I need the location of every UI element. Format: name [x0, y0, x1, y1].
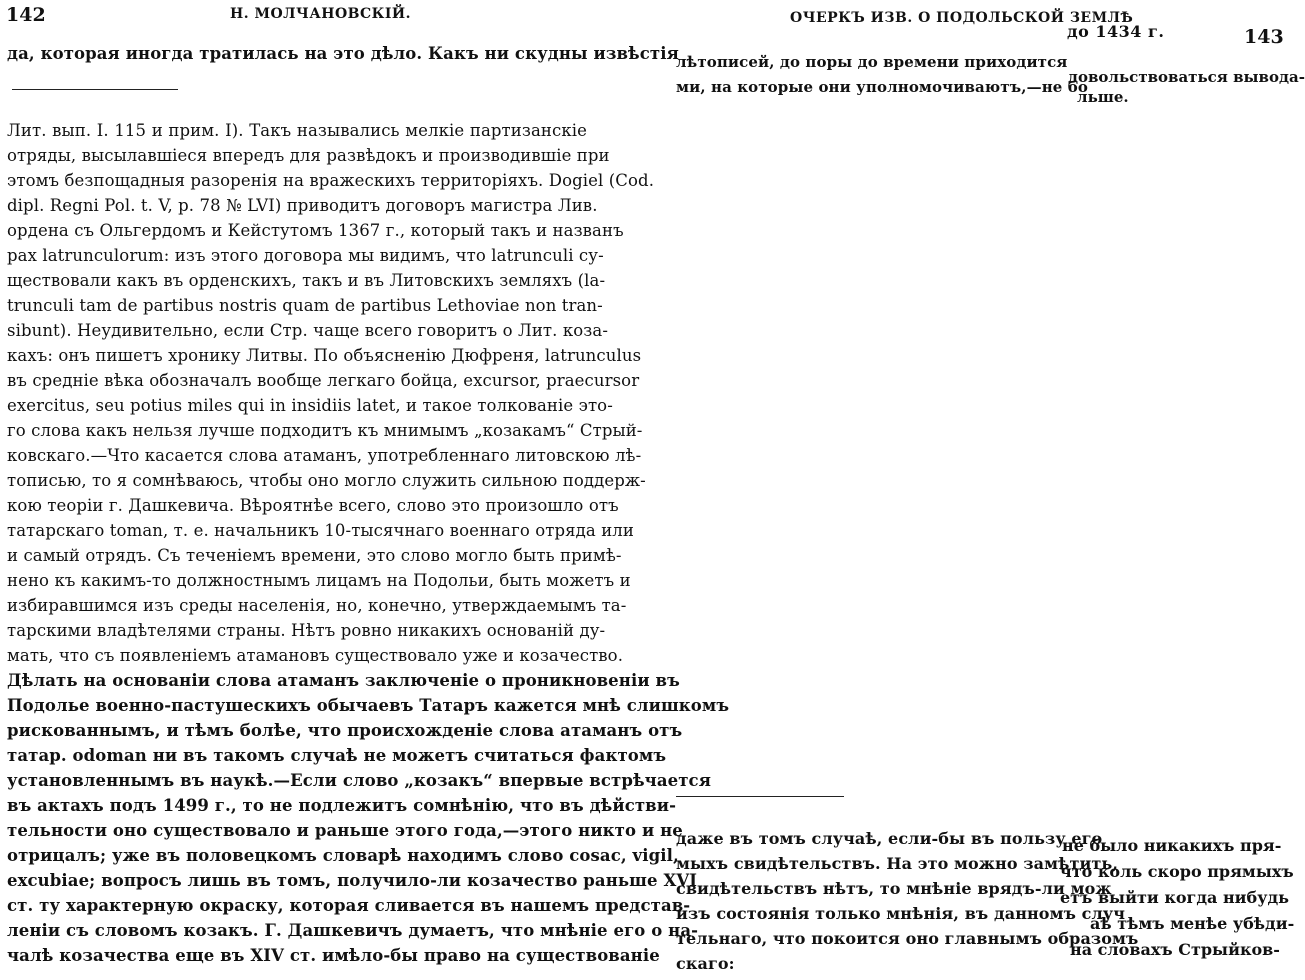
footnote-line: Лит. вып. I. 115 и прим. I). Такъ назывались мелкіе партизанскіе [7, 121, 587, 140]
footnote-line: exercitus, seu potius miles qui in insidiis latet, и такое толкованіе это- [7, 396, 613, 415]
footnote-line: свидѣтельствъ нѣтъ, то мнѣніе врядъ-ли мож [676, 879, 1112, 898]
footnote-line: установленнымъ въ наукѣ.—Если слово „козакъ“ впервые встрѣчается [7, 771, 711, 790]
footnote-line: trunculi tam de partibus nostris quam de partibus Lethoviae non tran- [7, 296, 603, 315]
footnote-line: отрицалъ; уже въ половецкомъ словарѣ находимъ слово cosac, vigil, [7, 846, 679, 865]
footnote-line: скаго: [676, 954, 735, 973]
overlay-line: аѣ тѣмъ менѣе убѣди- [1090, 914, 1295, 933]
footnote-line: отряды, высылавшіеся впередъ для развѣдокъ и производившіе при [7, 146, 610, 165]
footnote-line: sibunt). Неудивительно, если Стр. чаще всего говоритъ о Лит. коза- [7, 321, 609, 340]
footnote-line: тописью, то я сомнѣваюсь, чтобы оно могло служить сильною поддерж- [7, 471, 646, 490]
footnote-line: го слова какъ нельзя лучше подходитъ къ мнимымъ „козакамъ“ Стрый- [7, 421, 643, 440]
right-page-number: 143 [1244, 26, 1284, 48]
overlay-line: етъ выйти когда нибудь [1060, 888, 1289, 907]
footnote-line: леніи съ словомъ козакъ. Г. Дашкевичъ думаетъ, что мнѣніе его о на- [7, 921, 699, 940]
left-footnote [7, 118, 730, 968]
overlay-line: на словахъ Стрыйков- [1070, 940, 1280, 959]
footnote-line: ордена съ Ольгердомъ и Кейстутомъ 1367 г., который такъ и названъ [7, 221, 624, 240]
footnote-line: excubiae; вопросъ лишь въ томъ, получило-ли козачество раньше XVI [7, 871, 698, 890]
right-running-header: ОЧЕРКЪ ИЗВ. О ПОДОЛЬСКОЙ ЗЕМЛѢ [790, 10, 1134, 26]
footnote-line: татарскаго toman, т. е. начальникъ 10-тысячнаго военнаго отряда или [7, 521, 634, 540]
footnote-line: чалѣ козачества еще въ XIV ст. имѣло-бы право на существованіе [7, 946, 660, 965]
right-running-header-date: до 1434 г. [1067, 22, 1165, 41]
left-running-header: Н. МОЛЧАНОВСКІЙ. [230, 6, 412, 22]
footnote-line: dipl. Regni Pol. t. V, p. 78 № LVI) приводитъ договоръ магистра Лив. [7, 196, 598, 215]
left-top-line: да, которая иногда тратилась на это дѣло. Какъ ни скудны извѣстія [7, 44, 679, 63]
footnote-line: Дѣлать на основаніи слова атаманъ заключеніе о проникновеніи въ [7, 671, 680, 690]
footnote-line: мыхъ свидѣтельствъ. На это можно замѣтить, [676, 854, 1119, 873]
footnote-line: тельности оно существовало и раньше этого года,—этого никто и не [7, 821, 683, 840]
footnote-line: въ актахъ подъ 1499 г., то не подлежитъ сомнѣнію, что въ дѣйстви- [7, 796, 677, 815]
footnote-line: даже въ томъ случаѣ, если-бы въ пользу его [676, 829, 1103, 848]
footnote-line: избиравшимся изъ среды населенія, но, конечно, утверждаемымъ та- [7, 596, 627, 615]
left-footnote-rule [12, 89, 178, 90]
footnote-line: тельнаго, что покоится оно главнымъ образомъ [676, 929, 1139, 948]
footnote-line: этомъ безпощадныя разоренія на вражескихъ территоріяхъ. Dogiel (Cod. [7, 171, 655, 190]
footnote-line: pax latrunculorum: изъ этого договора мы видимъ, что latrunculi су- [7, 246, 604, 265]
footnote-line: изъ состоянія только мнѣнія, въ данномъ случ [676, 904, 1126, 923]
overlay-line: льше. [1077, 88, 1129, 106]
footnote-line: нено къ какимъ-то должностнымъ лицамъ на Подольи, быть можетъ и [7, 571, 631, 590]
overlay-line: довольствоваться вывода- [1068, 68, 1305, 86]
footnote-line: ковскаго.—Что касается слова атаманъ, употребленнаго литовскою лѣ- [7, 446, 642, 465]
footnote-line: ществовали какъ въ орденскихъ, такъ и въ Литовскихъ земляхъ (la- [7, 271, 606, 290]
overlay-line: не было никакихъ пря- [1062, 836, 1282, 855]
right-footnote-rule [676, 796, 844, 797]
footnote-line: мать, что съ появленіемъ атамановъ существовало уже и козачество. [7, 646, 624, 665]
footnote-line: кою теоріи г. Дашкевича. Вѣроятнѣе всего, слово это произошло отъ [7, 496, 619, 515]
footnote-line: Подолье военно-пастушескихъ обычаевъ Татаръ кажется мнѣ слишкомъ [7, 696, 730, 715]
text-line: ми, на которые они уполномочиваютъ,—не бо [676, 78, 1088, 96]
footnote-line: въ средніе вѣка обозначалъ вообще легкаго бойца, excursor, praecursor [7, 371, 640, 390]
left-page-number: 142 [6, 4, 46, 26]
overlay-line: что коль скоро прямыхъ [1060, 862, 1294, 881]
footnote-line: тарскими владѣтелями страны. Нѣтъ ровно никакихъ основаній ду- [7, 621, 606, 640]
text-line: лѣтописей, до поры до времени приходится [676, 53, 1068, 71]
footnote-line: кахъ: онъ пишетъ хронику Литвы. По объясненію Дюфреня, latrunculus [7, 346, 642, 365]
footnote-line: ст. ту характерную окраску, которая сливается въ нашемъ представ- [7, 896, 691, 915]
footnote-line: татар. odoman ни въ такомъ случаѣ не можетъ считаться фактомъ [7, 746, 667, 765]
footnote-line: и самый отрядъ. Съ теченіемъ времени, это слово могло быть примѣ- [7, 546, 622, 565]
footnote-line: рискованнымъ, и тѣмъ болѣе, что происхожденіе слова атаманъ отъ [7, 721, 683, 740]
